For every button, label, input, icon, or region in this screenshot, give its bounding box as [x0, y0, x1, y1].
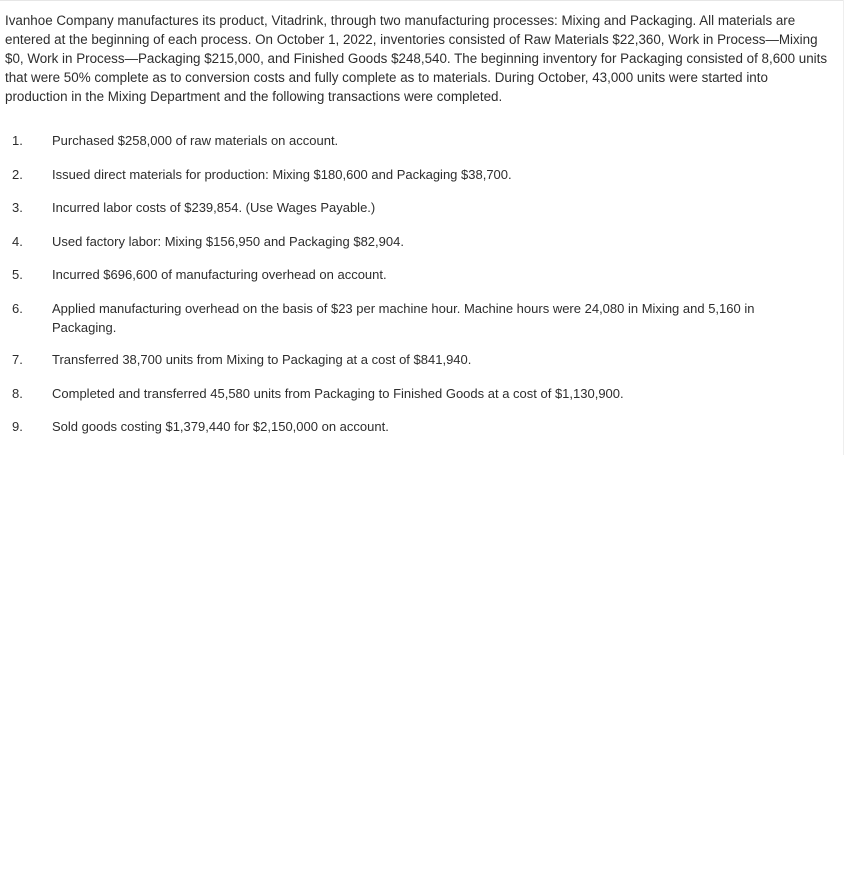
list-item-number: 5.: [12, 267, 23, 283]
transaction-list: [0, 131, 844, 451]
list-item: [0, 131, 844, 150]
top-divider: [0, 0, 844, 1]
list-item-text: Incurred labor costs of $239,854. (Use Wages Payable.): [52, 200, 376, 216]
list-item-text: Transferred 38,700 units from Mixing to Packaging at a cost of $841,940.: [52, 351, 472, 367]
list-item: [0, 350, 844, 369]
problem-intro: Ivanhoe Company manufactures its product, Vitadrink, through two manufacturing processes: Mixing and Packaging. All materials are entered at the beginning of each process. On October 1, 2022, inventories consisted of Raw Materials $22,360, Work in Process—Mixing $0, Work in Process—Packaging $215,000, and Finished Goods $248,540. The beginning inventory for Packaging consisted of 8,600 units that were 50% complete as to conversion costs and fully complete as to materials. During October, 43,000 units were started into production in the Mixing Department and the following transactions were completed.: [5, 13, 828, 104]
list-item-number: 2.: [12, 166, 23, 182]
list-item: [0, 265, 844, 284]
list-item: [0, 232, 844, 251]
list-item-number: 7.: [12, 351, 23, 367]
list-item: [0, 417, 844, 436]
list-item-text: Issued direct materials for production: Mixing $180,600 and Packaging $38,700.: [52, 166, 512, 182]
list-item-text: Purchased $258,000 of raw materials on account.: [52, 133, 339, 148]
list-item: [0, 299, 844, 337]
list-item-text: Used factory labor: Mixing $156,950 and Packaging $82,904.: [52, 233, 404, 249]
list-item-number: 9.: [12, 419, 23, 435]
list-item-text: Applied manufacturing overhead on the basis of $23 per machine hour. Machine hours were 24,080 in Mixing and 5,160 in Packaging.: [52, 300, 755, 335]
list-item: [0, 384, 844, 403]
list-item-number: 3.: [12, 200, 23, 216]
list-item-text: Sold goods costing $1,379,440 for $2,150,000 on account.: [52, 419, 389, 435]
list-item-number: 6.: [12, 300, 23, 316]
list-item-text: Incurred $696,600 of manufacturing overhead on account.: [52, 267, 387, 283]
list-item-number: 4.: [12, 233, 23, 249]
list-item-number: 1.: [12, 133, 23, 148]
list-item-number: 8.: [12, 385, 23, 401]
list-item: [0, 165, 844, 184]
list-item: [0, 198, 844, 217]
list-item-text: Completed and transferred 45,580 units from Packaging to Finished Goods at a cost of $1,130,900.: [52, 385, 624, 401]
